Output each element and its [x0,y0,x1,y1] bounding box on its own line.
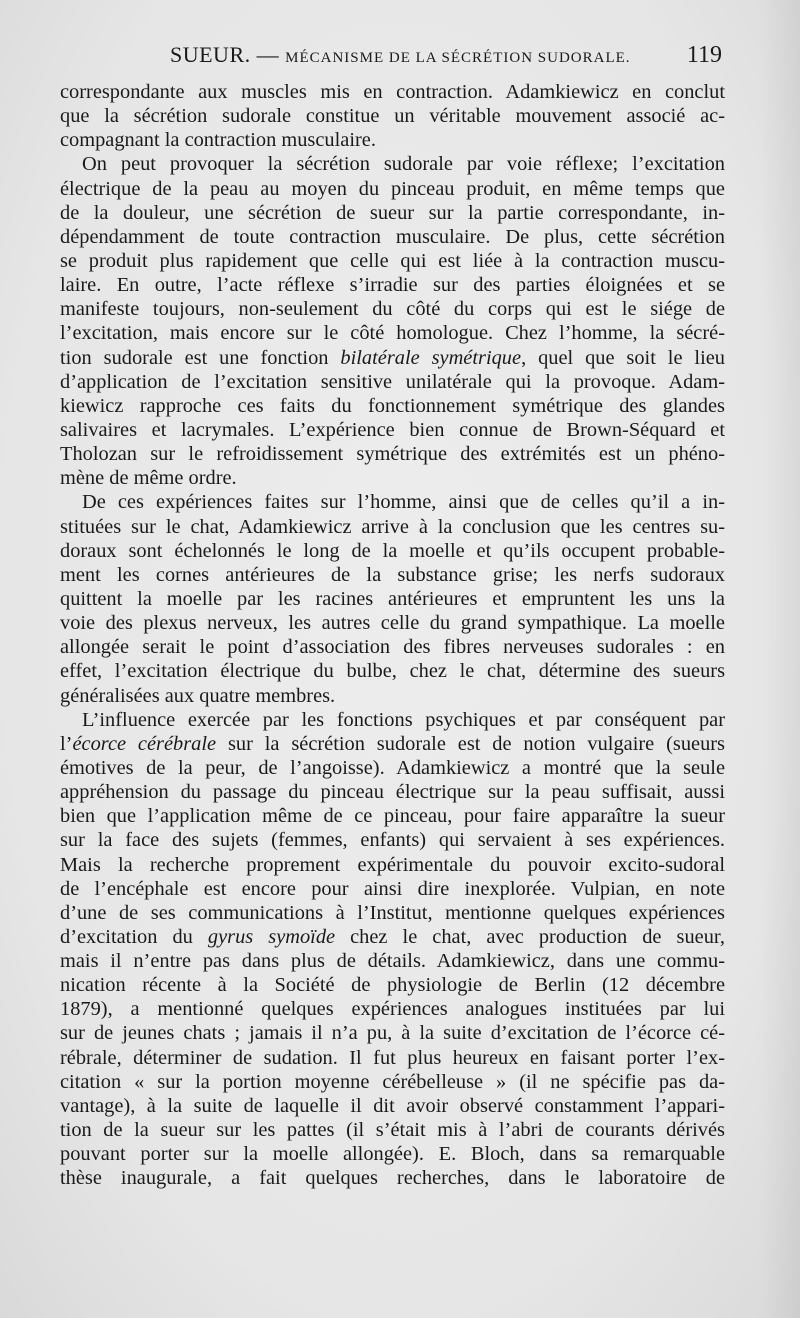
text-line: se produit plus rapidement que celle qui est liée à la contraction muscu- [60,249,725,272]
running-head-dash: — [256,42,280,67]
text-line: On peut provoquer la sécrétion sudorale par voie réflexe; l’excitation [82,153,725,176]
text-line: De ces expériences faites sur l’homme, ainsi que de celles qu’il a in- [82,491,725,514]
text-line-segment: chez le chat, avec production de sueur, [335,925,725,948]
text-line: effet, l’excitation électrique du bulbe, chez le chat, détermine des sueurs [60,660,725,683]
text-line: vantage), à la suite de laquelle il dit avoir observé constamment l’appari- [60,1094,725,1117]
page-number: 119 [686,42,722,68]
text-line [60,925,725,949]
text-line: laire. En outre, l’acte réflexe s’irradie sur des parties éloignées et se [60,274,725,297]
text-line: l’excitation, mais encore sur le côté homologue. Chez l’homme, la sécré- [60,322,725,345]
text-line: compagnant la contraction musculaire. [60,129,376,152]
text-line: Mais la recherche proprement expérimentale du pouvoir excito-sudoral [60,853,725,876]
italic-term: gyrus symoïde [207,925,336,948]
text-line: que la sécrétion sudorale constitue un véritable mouvement associé ac- [60,105,725,128]
text-line: pouvant porter sur la moelle allongée). E. Bloch, dans sa remarquable [60,1143,725,1166]
text-line: quittent la moelle par les racines antérieures et empruntent les uns la [60,587,725,610]
page-edge-shadow [760,0,800,1318]
text-line: de l’encéphale est encore pour ainsi dire inexplorée. Vulpian, en note [60,877,725,900]
text-line: dépendamment de toute contraction musculaire. De plus, cette sécrétion [60,225,725,248]
text-line-segment: d’excitation du [60,925,208,948]
text-line: voie des plexus nerveux, les autres celle du grand sympathique. La moelle [60,612,725,635]
text-line: électrique de la peau au moyen du pinceau produit, en même temps que [60,177,725,200]
text-line: doraux sont échelonnés le long de la moelle et qu’ils occupent probable- [60,539,725,562]
text-line: appréhension du passage du pinceau électrique sur la peau suffisait, aussi [60,781,725,804]
text-line: mais il n’entre pas dans plus de détails. Adamkiewicz, dans une commu- [60,950,725,973]
text-line-segment: , quel que soit le lieu [521,346,725,369]
text-line: citation « sur la portion moyenne cérébelleuse » (il ne spécifie pas da- [60,1070,725,1093]
body-text [60,80,725,1190]
text-line: sur de jeunes chats ; jamais il n’a pu, à la suite d’excitation de l’écorce cé- [60,1022,725,1045]
text-line: mène de même ordre. [60,467,237,490]
text-line: tion de la sueur sur les pattes (il s’était mis à l’abri de courants dérivés [60,1119,725,1142]
text-line-segment: l’ [60,732,73,755]
text-line: sur la face des sujets (femmes, enfants) qui servaient à ses expériences. [60,829,725,852]
text-line: d’une de ses communications à l’Institut, mentionne quelques expériences [60,901,725,924]
text-line: de la douleur, une sécrétion de sueur sur la partie correspondante, in- [60,201,725,224]
text-line: émotives de la peur, de l’angoisse). Adamkiewicz a montré que la seule [60,756,725,779]
running-head-author: SUEUR. [170,42,251,67]
text-line: d’application de l’excitation sensitive unilatérale qui la provoque. Adam- [60,370,725,393]
text-line: manifeste toujours, non-seulement du côté du corps qui est le siége de [60,298,725,321]
text-line: Tholozan sur le refroidissement symétrique des extrémités est un phéno- [60,443,725,466]
text-line [60,346,725,370]
text-line: salivaires et lacrymales. L’expérience bien connue de Brown-Séquard et [60,418,725,441]
italic-term: bilatérale symétrique [340,346,522,369]
text-line: nication récente à la Société de physiologie de Berlin (12 décembre [60,974,725,997]
italic-term: écorce cérébrale [72,732,217,755]
page-header [170,42,722,74]
running-head-title: MÉCANISME DE LA SÉCRÉTION SUDORALE. [285,50,631,66]
text-line: généralisées aux quatre membres. [60,684,336,707]
text-line [60,732,725,756]
running-head [170,42,631,68]
text-line-segment: tion sudorale est une fonction [60,346,341,369]
text-line: ment les cornes antérieures de la substance grise; les nerfs sudoraux [60,563,725,586]
text-line: kiewicz rapproche ces faits du fonctionnement symétrique des glandes [60,394,725,417]
text-line: L’influence exercée par les fonctions psychiques et par conséquent par [82,708,725,731]
text-line: 1879), a mentionné quelques expériences analogues instituées par lui [60,998,725,1021]
text-line: correspondante aux muscles mis en contraction. Adamkiewicz en conclut [60,81,725,103]
text-line: bien que l’application même de ce pinceau, pour faire apparaître la sueur [60,805,725,828]
text-line: thèse inaugurale, a fait quelques recherches, dans le laboratoire de [60,1167,725,1190]
text-line: stituées sur le chat, Adamkiewicz arrive à la conclusion que les centres su- [60,515,725,538]
text-line: rébrale, déterminer de sudation. Il fut plus heureux en faisant porter l’ex- [60,1046,725,1069]
text-line: allongée serait le point d’association des fibres nerveuses sudorales : en [60,636,725,659]
text-line-segment: sur la sécrétion sudorale est de notion vulgaire (sueurs [216,732,725,755]
